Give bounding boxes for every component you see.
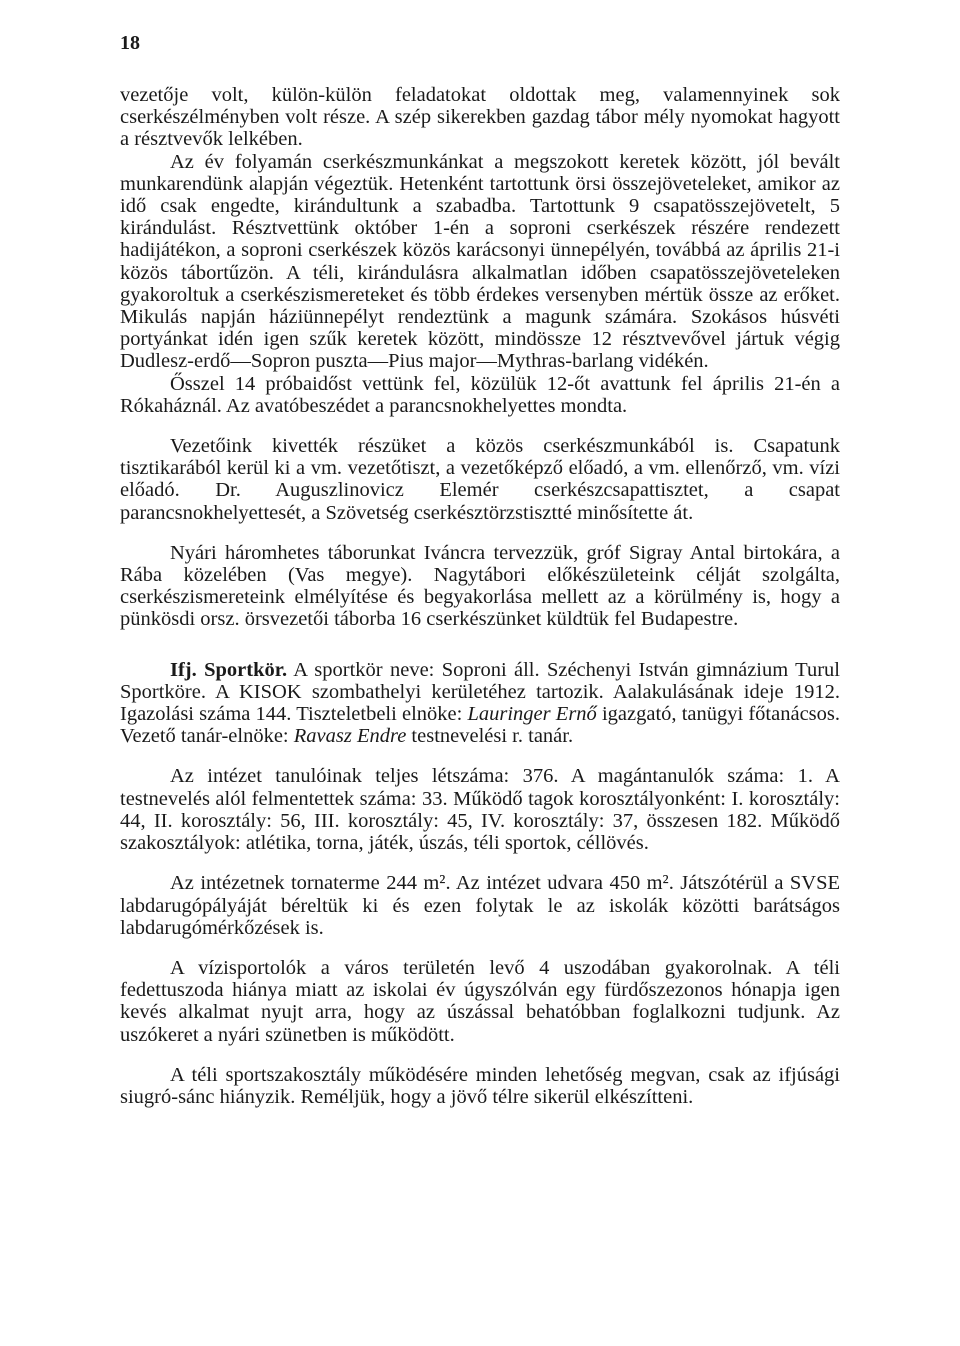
sportkor-heading: Ifj. Sportkör.: [170, 658, 288, 681]
teacher-president-name: Ravasz Endre: [293, 725, 407, 748]
paragraph-1: vezetője volt, külön-külön feladatokat oldottak meg, valamennyinek sok cserkészélményben volt része. A szép sikerekben gazdag tábor mély nyomokat hagyott a résztvevők lelkében.: [120, 84, 840, 151]
paragraph-9: A vízisportolók a város területén levő 4 uszodában gyakorolnak. A téli fedettuszoda hiánya miatt az iskolai év úgyszólván egy fürdőszezonos hónapja igen kevés alkalmat nyujt arra, hogy az úszással behatóbban foglalkozni tudjunk. Az uszókeret a nyári szünetben is működött.: [120, 956, 840, 1046]
paragraph-6-part-c: testnevelési r. tanár.: [406, 725, 574, 748]
paragraph-4: Vezetőink kivették részüket a közös cserkészmunkából is. Csapatunk tisztikarából kerül ki a vm. vezetőtiszt, a vezetőképző előadó, a vm. ellenőrző, vm. vízi előadó. Dr. Auguszlinovicz Elemér cserkészcsapattisztet, a csapat parancsnokhelyettesét, a Szövetség cserkésztörzstisztté minősítette át.: [120, 435, 840, 524]
paragraph-6: [120, 659, 840, 748]
text-column: [120, 84, 840, 1108]
page-number: 18: [120, 32, 140, 54]
paragraph-2: Az év folyamán cserkészmunkánkat a megszokott keretek között, jól bevált munkarendünk alapján végeztük. Hetenként tartottunk örsi összejöveteleket, amikor az idő csak engedte, kirándultunk a szabadba. Tartottunk 9 csapatösszejövetelt, 5 kirándulást. Résztvettünk október 1-én a soproni cserkészek részére rendezett hadijátékon, a soproni cserkészek közös karácsonyi ünnepélyén, továbbá az április 21-i közös tábortűzön. A téli, kirándulásra alkalmatlan időben csapatösszejöveteleken gyakoroltuk a cserkészismereteket és több érdekes versenyben mértük össze az erőket. Mikulás napján háziünnepélyt rendeztünk a magunk számára. Szokásos húsvéti portyánkat idén igen szűk keretek között, mindössze 12 résztvevővel jártuk végig Dudlesz-erdő—Sopron puszta—Pius major—Mythras-barlang vidékén.: [120, 150, 840, 373]
paragraph-3: Ősszel 14 próbaidőst vettünk fel, közülük 12-őt avattunk fel április 21-én a Rókaháznál. Az avatóbeszédet a parancsnokhelyettes mondta.: [120, 372, 840, 417]
paragraph-7: Az intézet tanulóinak teljes létszáma: 376. A magántanulók száma: 1. A testnevelés alól felmentettek száma: 33. Működő tagok korosztályonként: I. korosztály: 44, II. korosztály: 56, III. korosztály: 45, IV. korosztály: 37, összesen 182. Működő szakosztályok: atlétika, torna, játék, úszás, téli sportok, céllövés.: [120, 765, 840, 855]
paragraph-6-part-a: A sportkör neve: Soproni áll. Széchenyi István gimnázium Turul Sportköre. A KISOK szombathelyi kerületéhez tartozik. Aalakulásának ideje 1912. Igazolási száma 144. Tiszteletbeli elnöke:: [120, 658, 840, 726]
paragraph-5: Nyári háromhetes táborunkat Iváncra tervezzük, gróf Sigray Antal birtokára, a Rába közelében (Vas megye). Nagytábori előkészületeink célját szolgálta, cserkészismereteink elmélyítése és begyakorlása mellett az a körülmény is, hogy a pünkösdi orsz. örsvezetői táborba 16 cserkészünket küldtük fel Budapestre.: [120, 541, 840, 631]
honorary-president-name: Lauringer Ernő: [467, 703, 597, 726]
paragraph-8: Az intézetnek tornaterme 244 m². Az intézet udvara 450 m². Játszótérül a SVSE labdarugópályáját béreltük ki és ezen folytak le az iskolák közötti barátságos labdarugómérkőzések is.: [120, 872, 840, 939]
paragraph-6-part-b: igazgató, tanügyi főtanácsos. Vezető tanár-elnöke:: [120, 703, 841, 748]
paragraph-10: A téli sportszakosztály működésére minden lehetőség megvan, csak az ifjúsági siugró-sánc hiányzik. Reméljük, hogy a jövő télre sikerül elkészítteni.: [120, 1063, 840, 1108]
